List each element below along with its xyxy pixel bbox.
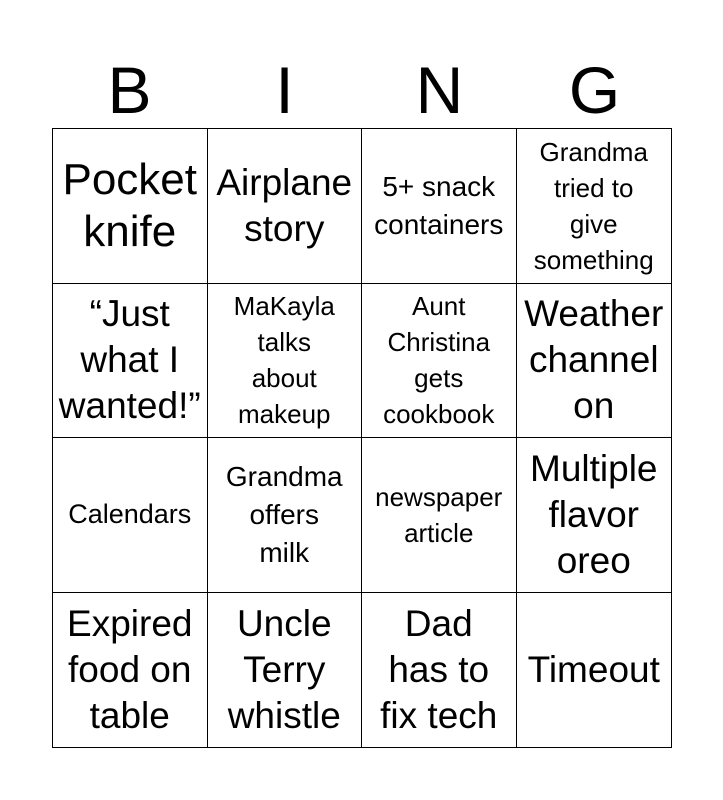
bingo-cell-4-3[interactable]: [362, 593, 517, 748]
header-letter-g: G: [568, 53, 621, 127]
bingo-cell-1-1[interactable]: [53, 129, 208, 284]
header-letter-n: N: [415, 53, 464, 127]
bingo-cell-4-2[interactable]: [208, 593, 363, 748]
cell-label: Expired food on table: [67, 602, 193, 736]
bingo-cell-2-1[interactable]: [53, 284, 208, 439]
bingo-cell-3-4[interactable]: [517, 438, 672, 593]
cell-label: Weather channel on: [524, 293, 664, 427]
cell-label: Calendars: [68, 499, 192, 530]
bingo-cell-1-3[interactable]: [362, 129, 517, 284]
bingo-cell-4-1[interactable]: [53, 593, 208, 748]
bingo-cell-1-2[interactable]: [208, 129, 363, 284]
cell-label: MaKayla talks about makeup: [233, 291, 335, 430]
cell-label: Pocket knife: [62, 154, 197, 256]
header-letter-i: I: [275, 53, 294, 127]
cell-label: Grandma offers milk: [225, 460, 343, 568]
cell-label: Timeout: [527, 648, 660, 690]
cell-label: Grandma tried to give something: [533, 136, 654, 275]
cell-label: Dad has to fix tech: [380, 602, 498, 736]
bingo-cell-1-4[interactable]: [517, 129, 672, 284]
bingo-board: [52, 128, 672, 748]
bingo-cell-3-1[interactable]: [53, 438, 208, 593]
bingo-header: [52, 52, 672, 128]
bingo-cell-2-2[interactable]: [208, 284, 363, 439]
bingo-cell-3-3[interactable]: [362, 438, 517, 593]
cell-label: “Just what I wanted!”: [58, 293, 201, 427]
bingo-cell-2-3[interactable]: [362, 284, 517, 439]
header-letter-b: B: [107, 53, 152, 127]
bingo-cell-3-2[interactable]: [208, 438, 363, 593]
bingo-cell-4-4[interactable]: [517, 593, 672, 748]
cell-label: Aunt Christina gets cookbook: [383, 291, 495, 430]
cell-label: 5+ snack containers: [374, 170, 504, 240]
bingo-cell-2-4[interactable]: [517, 284, 672, 439]
cell-label: newspaper article: [375, 481, 503, 548]
cell-label: Airplane story: [216, 161, 353, 249]
cell-label: Multiple flavor oreo: [530, 447, 658, 581]
cell-label: Uncle Terry whistle: [227, 602, 341, 736]
